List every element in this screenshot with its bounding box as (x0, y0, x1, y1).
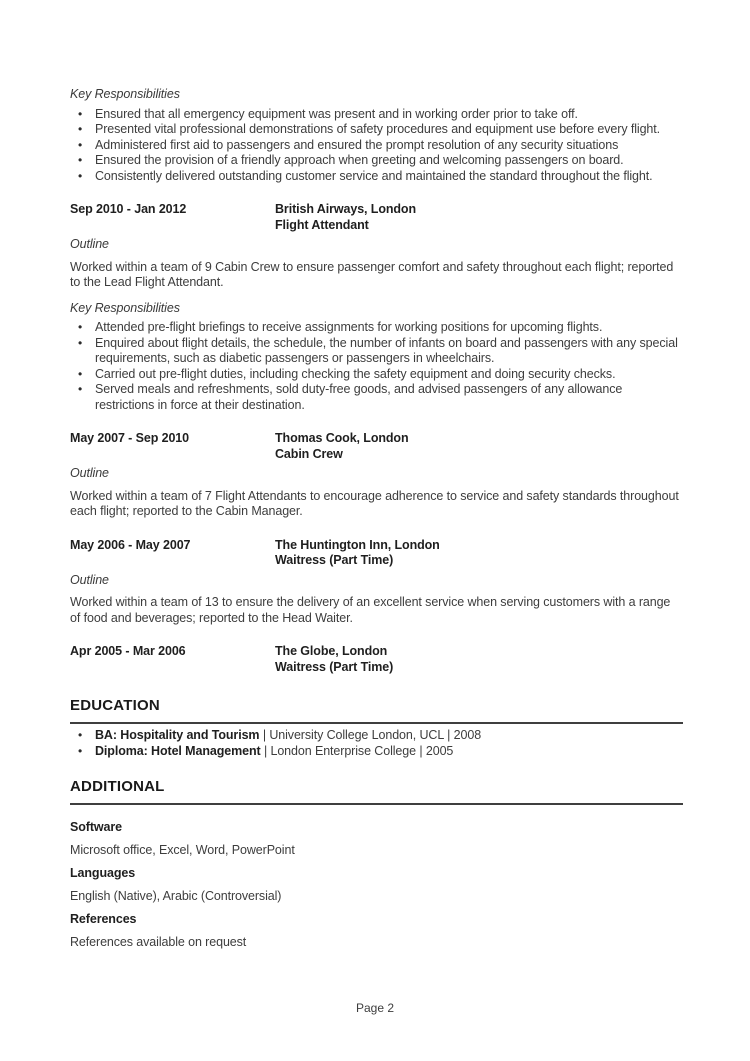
job-outline-text: Worked within a team of 9 Cabin Crew to ensure passenger comfort and safety throughout each flight; reported to the Lead Flight Attendant. (70, 259, 674, 289)
responsibility-item: • Consistently delivered outstanding customer service and maintained the standard throughout the flight. (70, 169, 683, 185)
job-company-role (275, 202, 416, 233)
page-number: Page 2 (355, 1001, 395, 1015)
job-company: The Globe, London (275, 644, 388, 658)
job-entry-the-globe (70, 644, 683, 675)
references-value: References available on request (70, 934, 247, 949)
additional-section (70, 778, 683, 950)
education-item (70, 728, 683, 744)
responsibilities-list (70, 107, 683, 185)
job-role: Waitress (Part Time) (275, 659, 394, 674)
job-dates: Apr 2005 - Mar 2006 (70, 644, 186, 658)
job-header (70, 538, 683, 569)
education-heading: EDUCATION (70, 697, 683, 724)
job-dates: Sep 2010 - Jan 2012 (70, 202, 187, 216)
job-company: British Airways, London (275, 202, 416, 216)
job-role: Waitress (Part Time) (275, 553, 394, 567)
outline-label: Outline (70, 572, 109, 587)
references-label: References (70, 912, 137, 926)
languages-label: Languages (70, 866, 136, 880)
responsibility-item: • Ensured the provision of a friendly approach when greeting and welcoming passengers on board. (70, 153, 683, 169)
job-dates: May 2006 - May 2007 (70, 537, 191, 552)
job-continuation-section (70, 87, 683, 184)
key-responsibilities-label: Key Responsibilities (70, 300, 180, 315)
outline-label: Outline (70, 237, 109, 251)
key-responsibilities-label: Key Responsibilities (70, 87, 180, 101)
responsibility-item: • Served meals and refreshments, sold duty-free goods, and advised passengers of any allowance restrictions in force at their destination. (70, 382, 683, 413)
education-details: | London Enterprise College | 2005 (260, 743, 454, 758)
job-company-role (275, 644, 393, 675)
responsibility-item: • Attended pre-flight briefings to receive assignments for working positions for upcoming flights. (70, 320, 683, 336)
job-role: Flight Attendant (275, 217, 369, 232)
job-header (70, 644, 683, 675)
job-company: Thomas Cook, London (275, 431, 409, 445)
education-item (70, 744, 683, 760)
education-qualification: BA: Hospitality and Tourism (95, 728, 260, 742)
education-section (70, 697, 683, 759)
software-value: Microsoft office, Excel, Word, PowerPoint (70, 842, 295, 857)
job-entry-thomas-cook (70, 431, 683, 520)
education-qualification: Diploma: Hotel Management (95, 743, 261, 758)
responsibility-item: • Enquired about flight details, the schedule, the number of infants on board and passengers with any special requirements, such as diabetic passengers or passengers in wheelchairs. (70, 336, 683, 367)
job-company: The Huntington Inn, London (275, 537, 440, 552)
job-company-role (275, 431, 409, 462)
software-label: Software (70, 820, 122, 834)
responsibility-item: • Administered first aid to passengers and ensured the prompt resolution of any security situations (70, 138, 683, 154)
job-header (70, 431, 683, 462)
job-entry-british-airways (70, 202, 683, 413)
job-dates: May 2007 - Sep 2010 (70, 431, 190, 445)
responsibilities-list (70, 320, 683, 413)
job-header (70, 202, 683, 233)
responsibility-item: • Ensured that all emergency equipment was present and in working order prior to take off. (70, 107, 683, 123)
languages-value: English (Native), Arabic (Controversial) (70, 888, 282, 903)
additional-heading: ADDITIONAL (70, 778, 683, 805)
responsibility-item: • Presented vital professional demonstrations of safety procedures and equipment use before every flight. (70, 122, 683, 138)
job-outline-text: Worked within a team of 13 to ensure the delivery of an excellent service when serving customers with a range of food and beverages; reported to the Head Waiter. (70, 595, 671, 625)
job-entry-huntington-inn (70, 538, 683, 627)
job-role: Cabin Crew (275, 446, 343, 461)
education-list (70, 728, 683, 759)
education-details: | University College London, UCL | 2008 (259, 728, 482, 742)
outline-label: Outline (70, 466, 109, 480)
job-company-role (275, 538, 440, 569)
responsibility-item: • Carried out pre-flight duties, including checking the safety equipment and doing security checks. (70, 367, 683, 383)
job-outline-text: Worked within a team of 7 Flight Attendants to encourage adherence to service and safety standards throughout each flight; reported to the Cabin Manager. (70, 488, 679, 518)
